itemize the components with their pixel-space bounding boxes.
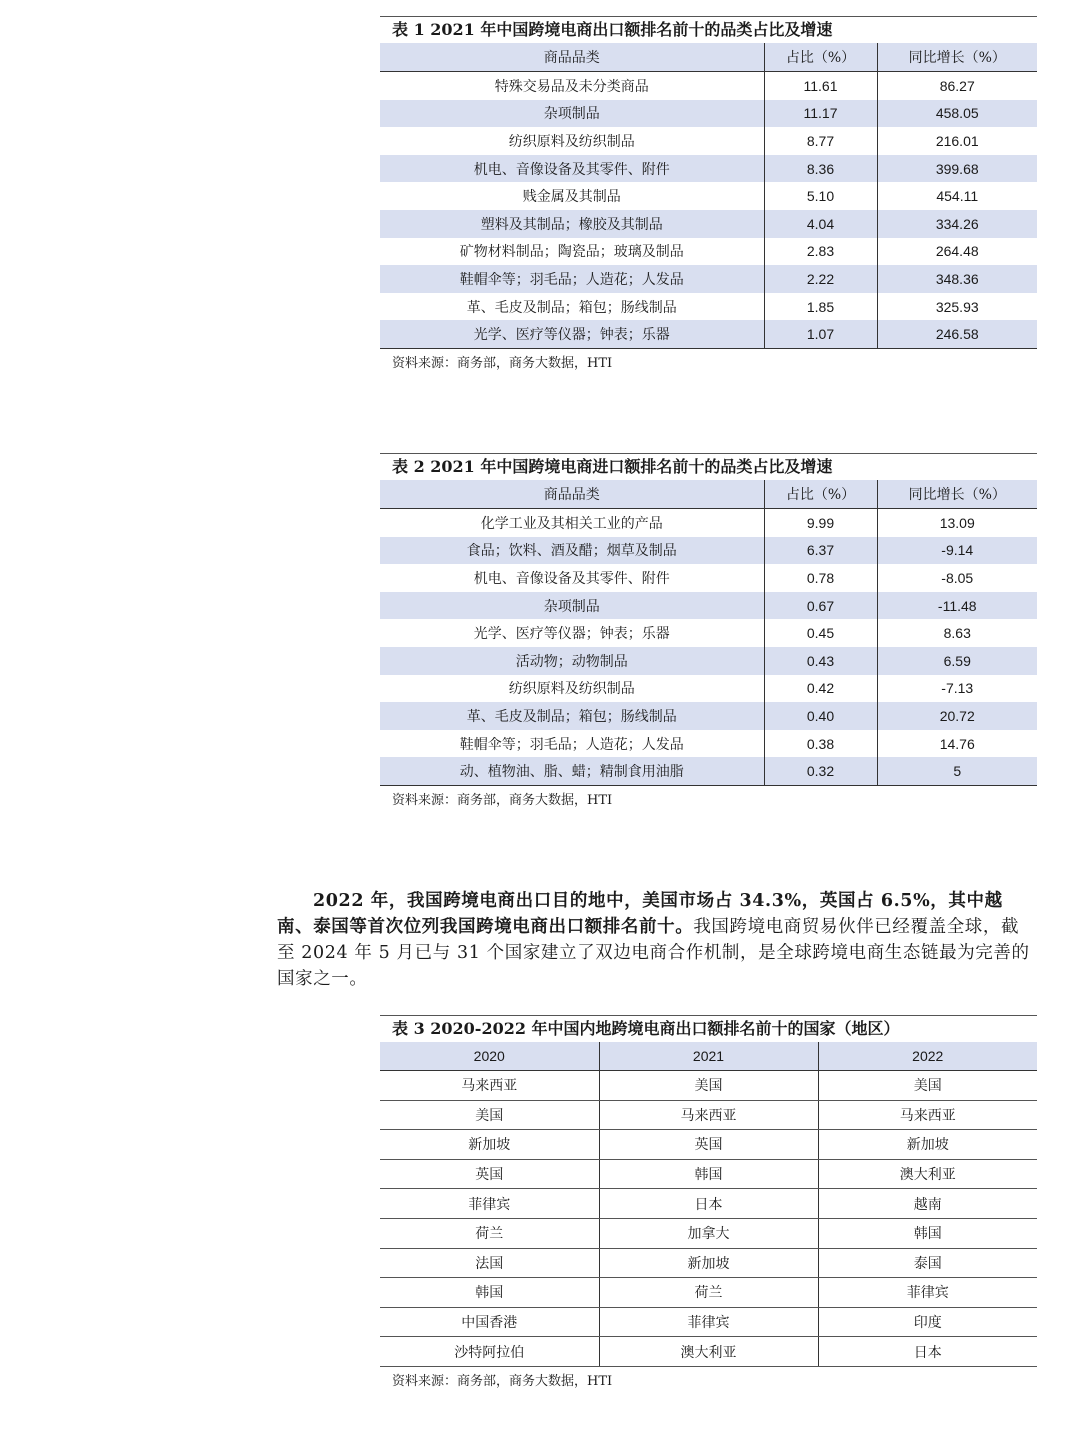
table2-title: 表 2 2021 年中国跨境电商进口额排名前十的品类占比及增速 [380, 453, 1037, 480]
table1-header-category: 商品品类 [380, 43, 764, 72]
table-cell: 澳大利亚 [599, 1337, 818, 1367]
table-cell: -9.14 [877, 537, 1037, 565]
table3-header-2021: 2021 [599, 1042, 818, 1071]
table3-source: 资料来源：商务部，商务大数据，HTI [392, 1373, 613, 1389]
table-row [380, 757, 1037, 785]
table-row [380, 1130, 1037, 1160]
table-cell: 246.58 [877, 320, 1037, 348]
table-cell: 菲律宾 [818, 1278, 1037, 1308]
table-cell: 光学、医疗等仪器；钟表；乐器 [380, 619, 764, 647]
table-row [380, 320, 1037, 348]
table-cell: 杂项制品 [380, 592, 764, 620]
table-cell: 20.72 [877, 702, 1037, 730]
table-cell: 美国 [380, 1100, 599, 1130]
table-cell: 食品；饮料、酒及醋；烟草及制品 [380, 537, 764, 565]
table-row [380, 293, 1037, 321]
table-cell: 菲律宾 [380, 1189, 599, 1219]
table-cell: 2.22 [764, 265, 877, 293]
table-row [380, 265, 1037, 293]
table-cell: -8.05 [941, 569, 974, 586]
table-cell: 86.27 [939, 77, 975, 94]
table-cell: 中国香港 [380, 1307, 599, 1337]
table-cell: 0.78 [764, 564, 877, 592]
table-cell: 日本 [818, 1337, 1037, 1367]
table-cell: 特殊交易品及未分类商品 [380, 72, 764, 100]
table-cell: 矿物材料制品；陶瓷品；玻璃及制品 [380, 238, 764, 266]
table-cell: 5.10 [764, 182, 877, 210]
table-cell: 活动物；动物制品 [380, 647, 764, 675]
table-cell: 鞋帽伞等；羽毛品；人造花；人发品 [380, 265, 764, 293]
table-cell: 加拿大 [599, 1218, 818, 1248]
table-row [380, 537, 1037, 565]
table-cell: 8.77 [764, 127, 877, 155]
table-row [380, 1189, 1037, 1219]
table-row [380, 564, 1037, 592]
table-cell: 越南 [818, 1189, 1037, 1219]
table-row [380, 1278, 1037, 1308]
table3-block [380, 1015, 1037, 1391]
table-row [380, 1218, 1037, 1248]
table-cell: 贱金属及其制品 [380, 182, 764, 210]
table-cell: 革、毛皮及制品；箱包；肠线制品 [380, 702, 764, 730]
table-cell: 菲律宾 [599, 1307, 818, 1337]
table2 [380, 480, 1037, 786]
table-cell: 荷兰 [599, 1278, 818, 1308]
table-cell: 马来西亚 [599, 1100, 818, 1130]
table-cell: 454.11 [936, 188, 979, 205]
table-cell: 8.63 [943, 625, 971, 642]
table-cell: 458.05 [877, 100, 1037, 128]
table-cell: 马来西亚 [818, 1100, 1037, 1130]
table-cell: 0.40 [764, 702, 877, 730]
table-row [380, 592, 1037, 620]
table-row [380, 509, 1037, 537]
table-cell: 美国 [599, 1071, 818, 1101]
table-cell: 新加坡 [818, 1130, 1037, 1160]
table-cell: 14.76 [939, 735, 975, 752]
table-cell: 264.48 [935, 243, 979, 260]
table-cell: 美国 [818, 1071, 1037, 1101]
table-cell: 2.83 [764, 238, 877, 266]
table-cell: 0.67 [764, 592, 877, 620]
table-row [380, 702, 1037, 730]
table-cell: 8.36 [764, 155, 877, 183]
table2-block [380, 453, 1037, 810]
table-cell: 348.36 [877, 265, 1037, 293]
table-cell: 5 [877, 757, 1037, 785]
table2-header-category: 商品品类 [380, 480, 764, 509]
table-cell: 0.43 [764, 647, 877, 675]
table-cell: 0.32 [764, 757, 877, 785]
table-cell: 印度 [818, 1307, 1037, 1337]
table-cell: 334.26 [877, 210, 1037, 238]
table-row [380, 1071, 1037, 1101]
table-row [380, 647, 1037, 675]
table-cell: 英国 [380, 1159, 599, 1189]
table-row [380, 72, 1037, 100]
table-row [380, 730, 1037, 758]
table-cell: 韩国 [380, 1278, 599, 1308]
body-paragraph [277, 888, 1037, 992]
table-row [380, 1100, 1037, 1130]
table-row [380, 210, 1037, 238]
table-cell: 化学工业及其相关工业的产品 [380, 509, 764, 537]
table-cell: 法国 [380, 1248, 599, 1278]
table-cell: 革、毛皮及制品；箱包；肠线制品 [380, 293, 764, 321]
table2-header-growth: 同比增长（%） [877, 480, 1037, 509]
table-cell: 泰国 [818, 1248, 1037, 1278]
table-cell: 韩国 [599, 1159, 818, 1189]
table1-header-growth: 同比增长（%） [877, 43, 1037, 72]
table-row [380, 1248, 1037, 1278]
table-cell: 6.59 [877, 647, 1037, 675]
table-cell: 216.01 [935, 132, 979, 149]
table1-title: 表 1 2021 年中国跨境电商出口额排名前十的品类占比及增速 [380, 16, 1037, 43]
table1-block [380, 16, 1037, 373]
table-cell: 光学、医疗等仪器；钟表；乐器 [380, 320, 764, 348]
table-cell: 新加坡 [599, 1248, 818, 1278]
table1-header-share: 占比（%） [764, 43, 877, 72]
table-cell: 机电、音像设备及其零件、附件 [380, 155, 764, 183]
table-cell: 9.99 [764, 509, 877, 537]
table-cell: 0.42 [764, 675, 877, 703]
table-cell: 11.17 [764, 100, 877, 128]
table1 [380, 43, 1037, 349]
table-cell: -11.48 [877, 592, 1037, 620]
table-cell: 4.04 [764, 210, 877, 238]
table-cell: 11.61 [764, 72, 877, 100]
table-cell: 韩国 [818, 1218, 1037, 1248]
table-cell: 动、植物油、脂、蜡；精制食用油脂 [380, 757, 764, 785]
table-row [380, 155, 1037, 183]
table-cell: 纺织原料及纺织制品 [380, 127, 764, 155]
table3 [380, 1042, 1037, 1367]
table-cell: 英国 [599, 1130, 818, 1160]
table-cell: 新加坡 [380, 1130, 599, 1160]
table-cell: 机电、音像设备及其零件、附件 [380, 564, 764, 592]
table1-source: 资料来源：商务部，商务大数据，HTI [392, 355, 613, 371]
table-row [380, 1307, 1037, 1337]
table-cell: 马来西亚 [380, 1071, 599, 1101]
paragraph-bold-text: 2022 年，我国跨境电商出口目的地中，美国市场占 34.3%，英国占 6.5%，其中越南、泰国等首次位列我国跨境电商出口额排名前十。 [277, 891, 1003, 937]
table-cell: 澳大利亚 [818, 1159, 1037, 1189]
table-row [380, 1159, 1037, 1189]
table-cell: 1.85 [764, 293, 877, 321]
table-cell: 沙特阿拉伯 [380, 1337, 599, 1367]
paragraph-normal-text: 我国跨境电商贸易伙伴已经覆盖全球，截至 2024 年 5 月已与 31 个国家建立了双边电商合作机制，是全球跨境电商生态链最为完善的国家之一。 [277, 917, 1030, 989]
table2-header-share: 占比（%） [764, 480, 877, 509]
table-cell: 杂项制品 [380, 100, 764, 128]
table-cell: -7.13 [941, 680, 974, 697]
table3-header-2020: 2020 [380, 1042, 599, 1071]
table-cell: 13.09 [939, 514, 975, 531]
table-cell: 399.68 [877, 155, 1037, 183]
table3-header-2022: 2022 [818, 1042, 1037, 1071]
table-cell: 纺织原料及纺织制品 [380, 675, 764, 703]
table-row [380, 238, 1037, 266]
table-cell: 6.37 [764, 537, 877, 565]
table-row [380, 127, 1037, 155]
table-row [380, 1337, 1037, 1367]
table-row [380, 100, 1037, 128]
table-cell: 325.93 [935, 298, 979, 315]
table-cell: 0.38 [764, 730, 877, 758]
table-cell: 日本 [599, 1189, 818, 1219]
table-cell: 鞋帽伞等；羽毛品；人造花；人发品 [380, 730, 764, 758]
table-row [380, 619, 1037, 647]
table-cell: 0.45 [764, 619, 877, 647]
table-row [380, 675, 1037, 703]
table-cell: 塑料及其制品；橡胶及其制品 [380, 210, 764, 238]
table-cell: 荷兰 [380, 1218, 599, 1248]
table3-title: 表 3 2020-2022 年中国内地跨境电商出口额排名前十的国家（地区） [380, 1015, 1037, 1042]
table-cell: 1.07 [764, 320, 877, 348]
table2-source: 资料来源：商务部，商务大数据，HTI [392, 792, 613, 808]
table-row [380, 182, 1037, 210]
